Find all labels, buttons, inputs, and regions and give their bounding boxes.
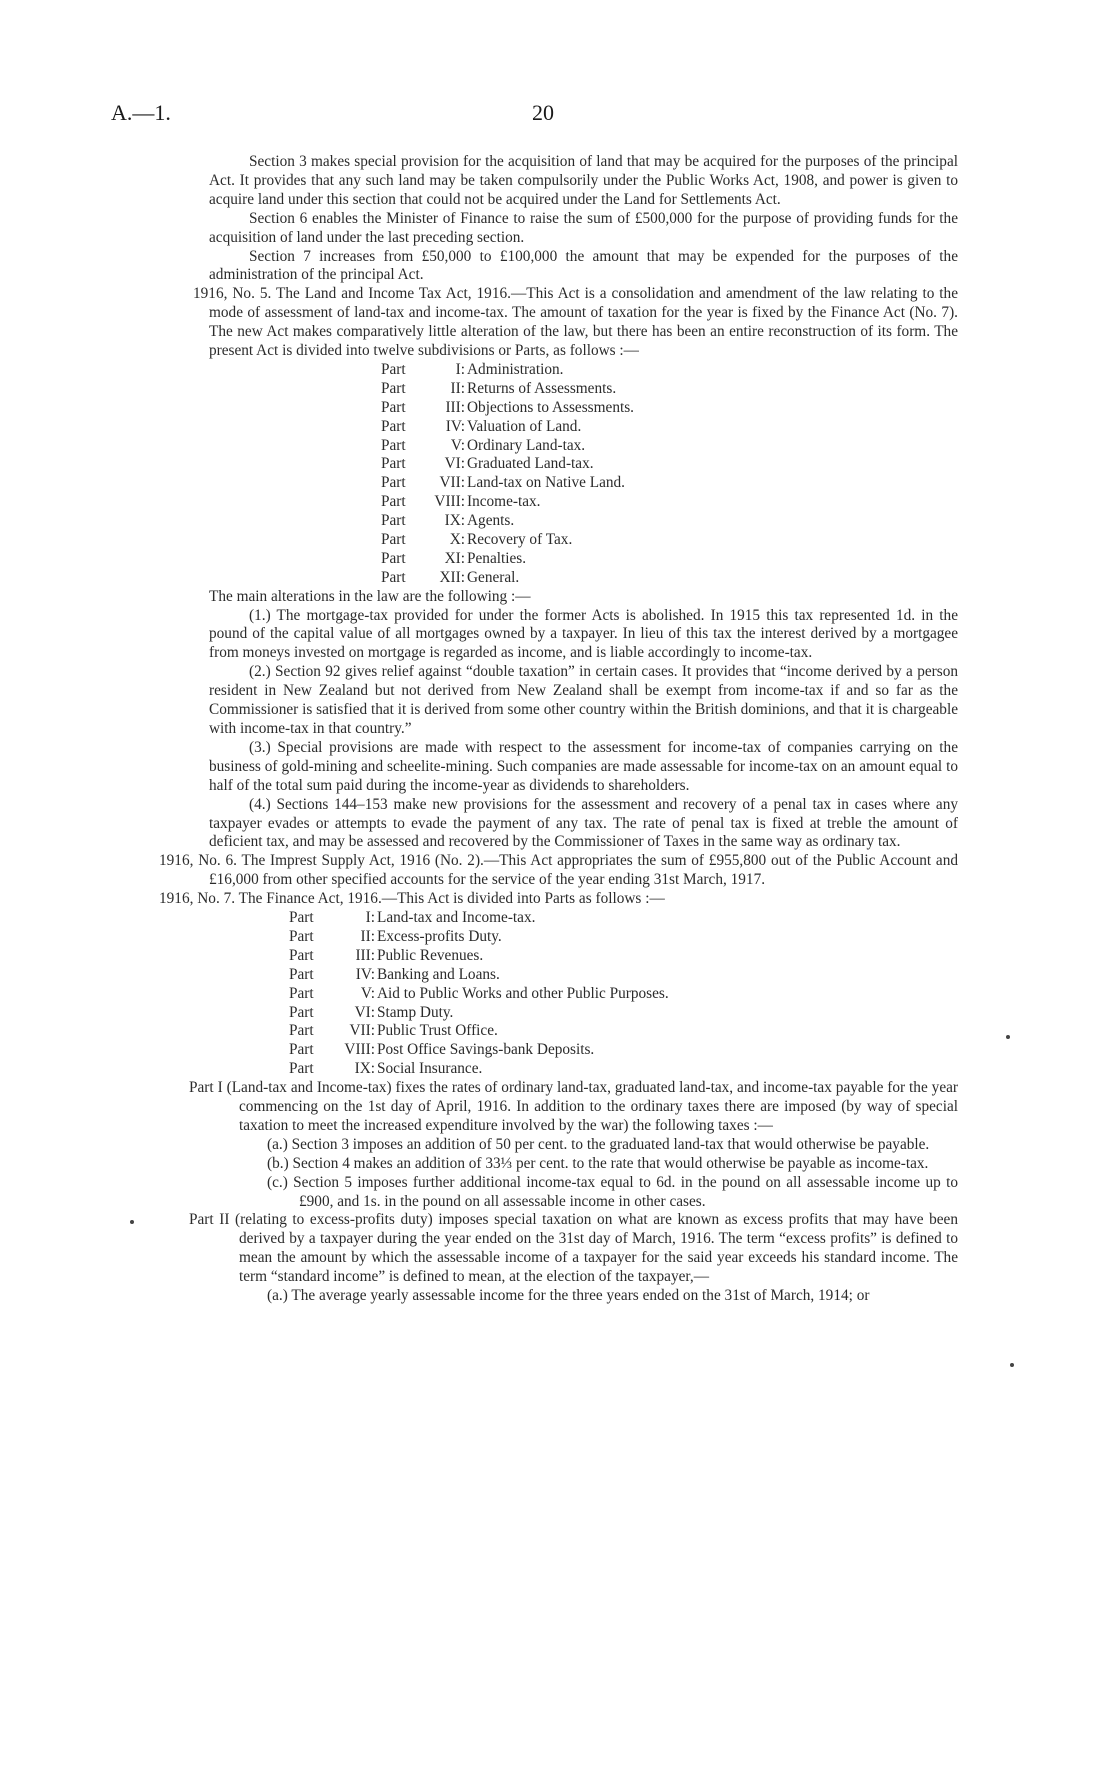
list-item (381, 455, 958, 474)
margin-dot (130, 1220, 134, 1224)
list-item (381, 361, 958, 380)
part-2-item-a: (a.) The average yearly assessable income for the three years ended on the 31st of March, 1914; or (267, 1287, 870, 1305)
part-word: Part (289, 946, 314, 964)
part-word: Part (381, 474, 406, 492)
part-title: Valuation of Land. (467, 417, 582, 435)
list-item (381, 437, 958, 456)
part-word: Part (381, 549, 406, 567)
part-number: II: (360, 927, 375, 945)
part-number: I: (365, 909, 375, 927)
margin-dot (1010, 1363, 1014, 1367)
list-item (289, 1041, 958, 1060)
part-title: Objections to Assessments. (467, 398, 634, 416)
part-number: XI: (444, 549, 465, 567)
paragraph-act-6: 1916, No. 6. The Imprest Supply Act, 1916 (No. 2).—This Act appropriates the sum of £955,800 out of the Public Account and £16,000 from other specified accounts for the service of the year ending 31st March, 1917. (159, 852, 958, 889)
part-number: VIII: (434, 493, 465, 511)
part-title: Stamp Duty. (377, 1003, 454, 1021)
part-word: Part (289, 1060, 314, 1078)
part-number: XII: (439, 568, 465, 586)
part-word: Part (381, 530, 406, 548)
part-title: Public Revenues. (377, 946, 484, 964)
list-item (381, 493, 958, 512)
part-number: V: (450, 436, 465, 454)
part-word: Part (381, 493, 406, 511)
part-title: Administration. (467, 360, 564, 378)
parts-list-finance-act (209, 909, 958, 1079)
part-word: Part (289, 1003, 314, 1021)
paragraph-section-3: Section 3 makes special provision for the acquisition of land that may be acquired for the purposes of the principal Act. It provides that any such land may be taken compulsorily under the Public Works Act, 1908, and power is given to acquire land under this section that could not be acquired under the Land for Settlements Act. (209, 153, 958, 208)
alteration-1: (1.) The mortgage-tax provided for under the former Acts is abolished. In 1915 this tax represented 1d. in the pound of the capital value of all mortgages owned by a taxpayer. In lieu of this tax the interest derived by a mortgagee from moneys invested on mortgage is regarded as income, and is liable accordingly to income-tax. (209, 606, 958, 662)
part-word: Part (381, 568, 406, 586)
part-title: Penalties. (467, 549, 527, 567)
paragraph-act-5: 1916, No. 5. The Land and Income Tax Act, 1916.—This Act is a consolidation and amendment of the law relating to the mode of assessment of land-tax and income-tax. The amount of taxation for the year is fixed by the Finance Act (No. 7). The new Act makes comparatively little alteration of the law, but there has been an entire reconstruction of its form. The present Act is divided into twelve subdivisions or Parts, as follows :— (193, 285, 958, 360)
part-number: VII: (349, 1022, 375, 1040)
list-item (289, 985, 958, 1004)
part-number: III: (355, 946, 375, 964)
part-word: Part (381, 379, 406, 397)
list-item (381, 512, 958, 531)
list-item (289, 1022, 958, 1041)
part-number: IX: (354, 1060, 375, 1078)
part-title: Agents. (467, 512, 515, 530)
part-title: Post Office Savings-bank Deposits. (377, 1041, 595, 1059)
part-word: Part (381, 417, 406, 435)
part-title: Graduated Land-tax. (467, 455, 594, 473)
part-number: IX: (444, 512, 465, 530)
part-title: Ordinary Land-tax. (467, 436, 586, 454)
part-1-item-c: (c.) Section 5 imposes further additional income-tax equal to 6d. in the pound on all assessable income up to £900, and 1s. in the pound on all assessable income in other cases. (267, 1173, 958, 1210)
part-number: I: (455, 360, 465, 378)
list-item (381, 399, 958, 418)
paragraph-act-7-intro: 1916, No. 7. The Finance Act, 1916.—This Act is divided into Parts as follows :— (159, 890, 665, 908)
part-word: Part (289, 965, 314, 983)
part-title: Returns of Assessments. (467, 379, 617, 397)
part-number: VIII: (344, 1041, 375, 1059)
paragraph-part-1: Part I (Land-tax and Income-tax) fixes the rates of ordinary land-tax, graduated land-tax, and income-tax payable for the year commencing on the 1st day of April, 1916. In addition to the ordinary taxes there are imposed (by way of special taxation to meet the increased expenditure involved by the war) the following taxes :— (189, 1079, 958, 1134)
paragraph-part-2: Part II (relating to excess-profits duty) imposes special taxation on what are known as excess profits that may have been derived by a taxpayer during the year ended on the 31st day of March, 1916. The term “excess profits” is defined to mean the amount by which the assessable income of a taxpayer for the said year exceeds his standard income. The term “standard income” is defined to mean, at the election of the taxpayer,— (189, 1211, 958, 1286)
list-item (289, 1060, 958, 1079)
list-item (381, 569, 958, 588)
part-number: VI: (444, 455, 465, 473)
part-word: Part (289, 1022, 314, 1040)
part-number: VI: (354, 1003, 375, 1021)
part-number: II: (450, 379, 465, 397)
part-word: Part (381, 398, 406, 416)
part-title: Aid to Public Works and other Public Purposes. (377, 984, 669, 1002)
part-number: V: (360, 984, 375, 1002)
part-word: Part (381, 455, 406, 473)
alteration-2: (2.) Section 92 gives relief against “double taxation” in certain cases. It provides that “income derived by a person resident in New Zealand but not derived from New Zealand shall be exempt from income-tax if and so far as the Commissioner is satisfied that it is derived from some other country within the British dominions, and that it is chargeable with income-tax in that country.” (209, 663, 958, 737)
document-body (159, 153, 958, 1306)
list-item (381, 474, 958, 493)
part-title: Banking and Loans. (377, 965, 500, 983)
part-number: IV: (445, 417, 465, 435)
part-word: Part (289, 984, 314, 1002)
part-number: III: (445, 398, 465, 416)
list-item (289, 966, 958, 985)
part-word: Part (289, 909, 314, 927)
part-word: Part (381, 436, 406, 454)
list-item (289, 1004, 958, 1023)
part-word: Part (381, 360, 406, 378)
part-1-item-a: (a.) Section 3 imposes an addition of 50 per cent. to the graduated land-tax that would otherwise be payable. (267, 1135, 930, 1153)
list-item (381, 550, 958, 569)
part-number: X: (449, 530, 465, 548)
list-item (381, 531, 958, 550)
part-title: General. (467, 568, 520, 586)
alteration-3: (3.) Special provisions are made with respect to the assessment for income-tax of companies carrying on the business of gold-mining and scheelite-mining. Such companies are made assessable for income-tax on an amount equal to half of the total sum paid during the income-year as dividends to shareholders. (209, 738, 958, 794)
part-title: Recovery of Tax. (467, 530, 573, 548)
part-word: Part (289, 1041, 314, 1059)
part-title: Land-tax on Native Land. (467, 474, 626, 492)
part-word: Part (289, 927, 314, 945)
document-code: A.—1. (111, 100, 171, 125)
part-title: Excess-profits Duty. (377, 927, 502, 945)
alterations-intro: The main alterations in the law are the following :— (209, 587, 531, 605)
list-item (381, 418, 958, 437)
parts-list-land-income-tax-act (209, 361, 958, 588)
list-item (381, 380, 958, 399)
paragraph-section-6: Section 6 enables the Minister of Finance to raise the sum of £500,000 for the purpose of providing funds for the acquisition of land under the last preceding section. (209, 209, 958, 246)
list-item (289, 947, 958, 966)
part-1-item-b: (b.) Section 4 makes an addition of 33⅓ per cent. to the rate that would otherwise be payable as income-tax. (267, 1154, 929, 1172)
margin-dot (1006, 1035, 1010, 1039)
part-number: IV: (355, 965, 375, 983)
part-title: Land-tax and Income-tax. (377, 909, 536, 927)
paragraph-section-7: Section 7 increases from £50,000 to £100,000 the amount that may be expended for the purposes of the administration of the principal Act. (209, 247, 958, 284)
page-number: 20 (532, 100, 554, 125)
alteration-4: (4.) Sections 144–153 make new provisions for the assessment and recovery of a penal tax in cases where any taxpayer evades or attempts to evade the payment of any tax. The rate of penal tax is fixed at treble the amount of deficient tax, and may be assessed and recovered by the Commissioner of Taxes in the same way as ordinary tax. (209, 795, 958, 851)
part-title: Public Trust Office. (377, 1022, 498, 1040)
list-item (289, 928, 958, 947)
list-item (289, 909, 958, 928)
part-word: Part (381, 512, 406, 530)
part-title: Income-tax. (467, 493, 541, 511)
part-number: VII: (439, 474, 465, 492)
part-title: Social Insurance. (377, 1060, 483, 1078)
